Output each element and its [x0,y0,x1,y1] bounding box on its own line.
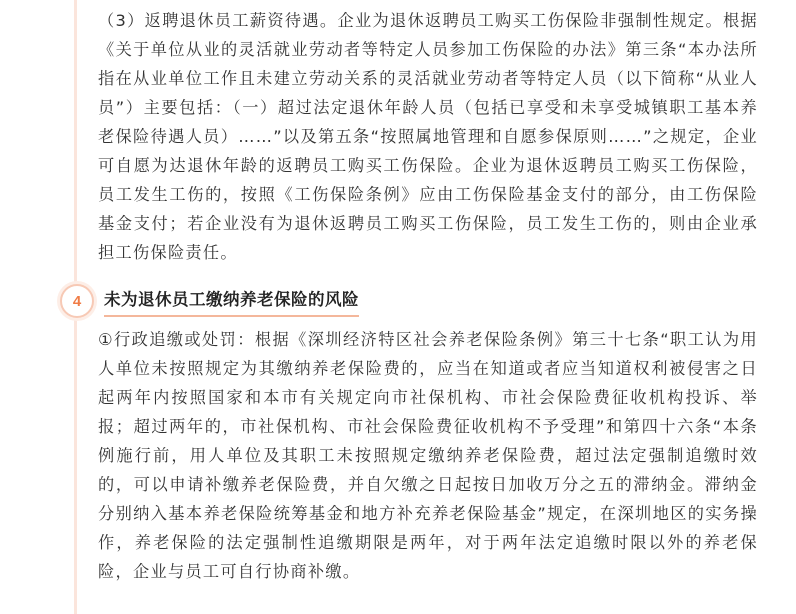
section-heading [60,284,760,320]
paragraph-rehire-salary: （3）返聘退休员工薪资待遇。企业为退休返聘员工购买工伤保险非强制性规定。根据《关于单位从业的灵活就业劳动者等特定人员参加工伤保险的办法》第三条“本办法所指在从业单位工作且未建立劳动关系的灵活就业劳动者等特定人员（以下简称“从业人员”）主要包括：（一）超过法定退休年龄人员（包括已享受和未享受城镇职工基本养老保险待遇人员）……”以及第五条“按照属地管理和自愿参保原则……”之规定，企业可自愿为达退休年龄的返聘员工购买工伤保险。企业为退休返聘员工购买工伤保险，员工发生工伤的，按照《工伤保险条例》应由工伤保险基金支付的部分，由工伤保险基金支付；若企业没有为退休返聘员工购买工伤保险，员工发生工伤的，则由企业承担工伤保险责任。 [98,11,758,262]
paragraph-administrative-recovery: ①行政追缴或处罚：根据《深圳经济特区社会养老保险条例》第三十七条“职工认为用人单位未按照规定为其缴纳养老保险费的，应当在知道或者应当知道权利被侵害之日起两年内按照国家和本市有关规定向市社保机构、市社会保险费征收机构投诉、举报；超过两年的，市社保机构、市社会保险费征收机构不予受理”和第四十六条“本条例施行前，用人单位及其职工未按照规定缴纳养老保险费，超过法定强制追缴时效的，可以申请补缴养老保险费，并自欠缴之日起按日加收万分之五的滞纳金。滞纳金分别纳入基本养老保险统筹基金和地方补充养老保险基金”规定，在深圳地区的实务操作，养老保险的法定强制性追缴期限是两年，对于两年法定追缴时限以外的养老保险，企业与员工可自行协商补缴。 [98,330,758,581]
section-number-badge: 4 [60,284,94,318]
section-title-underline [104,315,359,317]
section-title: 未为退休员工缴纳养老保险的风险 [104,290,359,309]
